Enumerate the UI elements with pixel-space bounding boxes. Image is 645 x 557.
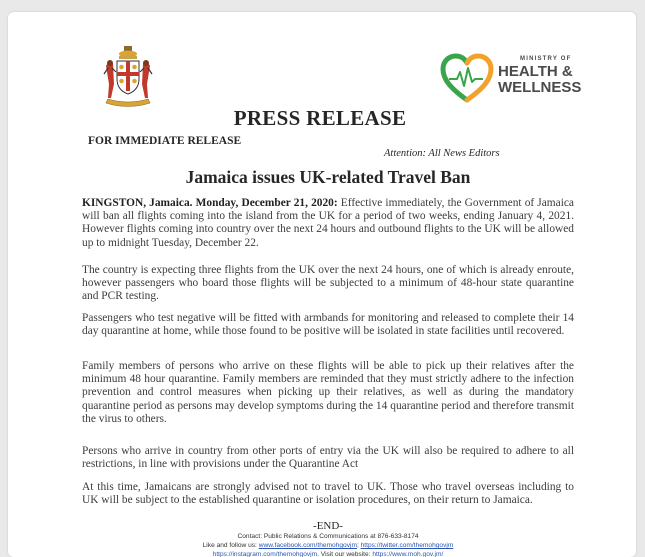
jamaica-coat-of-arms-icon: [102, 44, 154, 108]
paragraph-4: Family members of persons who arrive on these flights will be able to pick up their relatives after the minimum 48 hour quarantine. Family members are reminded that they must strictly adhere to the infection prevention and control measures when picking up their relatives, as well as during the mandatory quarantine period as persons may develop symptoms during the 14 quarantine period and therefore transmit the virus to others.: [82, 360, 574, 425]
paragraph-1: [82, 197, 574, 250]
dateline: KINGSTON, Jamaica. Monday, December 21, 2020:: [82, 197, 338, 209]
ministry-logo-line2: HEALTH &: [498, 63, 573, 80]
twitter-link[interactable]: https://twitter.com/themohgovjm: [360, 542, 454, 549]
press-release-title: PRESS RELEASE: [233, 106, 407, 130]
ministry-logo-line1: MINISTRY OF: [520, 56, 572, 62]
ministry-of-health-logo: [440, 52, 580, 108]
instagram-link[interactable]: https://instagram.com/themohgovjm: [212, 551, 318, 557]
website-prefix: . Visit our website:: [317, 551, 373, 557]
paragraph-5: Persons who arrive in country from other ports of entry via the UK will also be required to adhere to all restrictions, in line with provisions under the Quarantine Act: [82, 445, 574, 471]
press-release-page: [8, 12, 636, 557]
heart-pulse-icon: [440, 52, 494, 106]
facebook-link[interactable]: www.facebook.com/themohgovjm: [258, 542, 357, 549]
paragraph-6: At this time, Jamaicans are strongly advised not to travel to UK. Those who travel overseas including to UK will be subject to the established quarantine or isolation procedures, on their return to Jamaica.: [82, 481, 574, 507]
paragraph-3: Passengers who test negative will be fitted with armbands for monitoring and released to complete their 14 day quarantine at home, while those found to be positive will be isolated in state facilities until recovered.: [82, 312, 574, 338]
website-line: [82, 550, 574, 557]
immediate-release-label: FOR IMMEDIATE RELEASE: [88, 135, 242, 147]
attention-note: Attention: All News Editors: [384, 148, 500, 159]
paragraph-2: The country is expecting three flights from the UK over the next 24 hours, one of which is already enroute, however passengers who board those flights will be subjected to a minimum of 48-hour state quarantine and PCR testing.: [82, 264, 574, 303]
ministry-logo-line3: WELLNESS: [498, 79, 582, 96]
social-separator: ;: [356, 542, 361, 549]
website-link[interactable]: https://www.moh.gov.jm/: [372, 551, 444, 557]
paragraph-1-body: Effective immediately, the Government of Jamaica will ban all flights coming into the island from the UK for a period of two weeks, ending January 4, 2021. However flights coming into country over the next 24 hours and outbound flights to the UK will be allowed up to midnight Tuesday, December 22.: [82, 197, 574, 249]
ministry-logo-text: [498, 56, 581, 95]
social-prefix: Like and follow us:: [202, 542, 259, 549]
end-marker: -END-: [313, 520, 343, 532]
social-line: [82, 541, 574, 550]
contact-line: Contact: Public Relations & Communications at 876-633-8174: [237, 533, 419, 540]
headline: Jamaica issues UK-related Travel Ban: [185, 167, 471, 187]
